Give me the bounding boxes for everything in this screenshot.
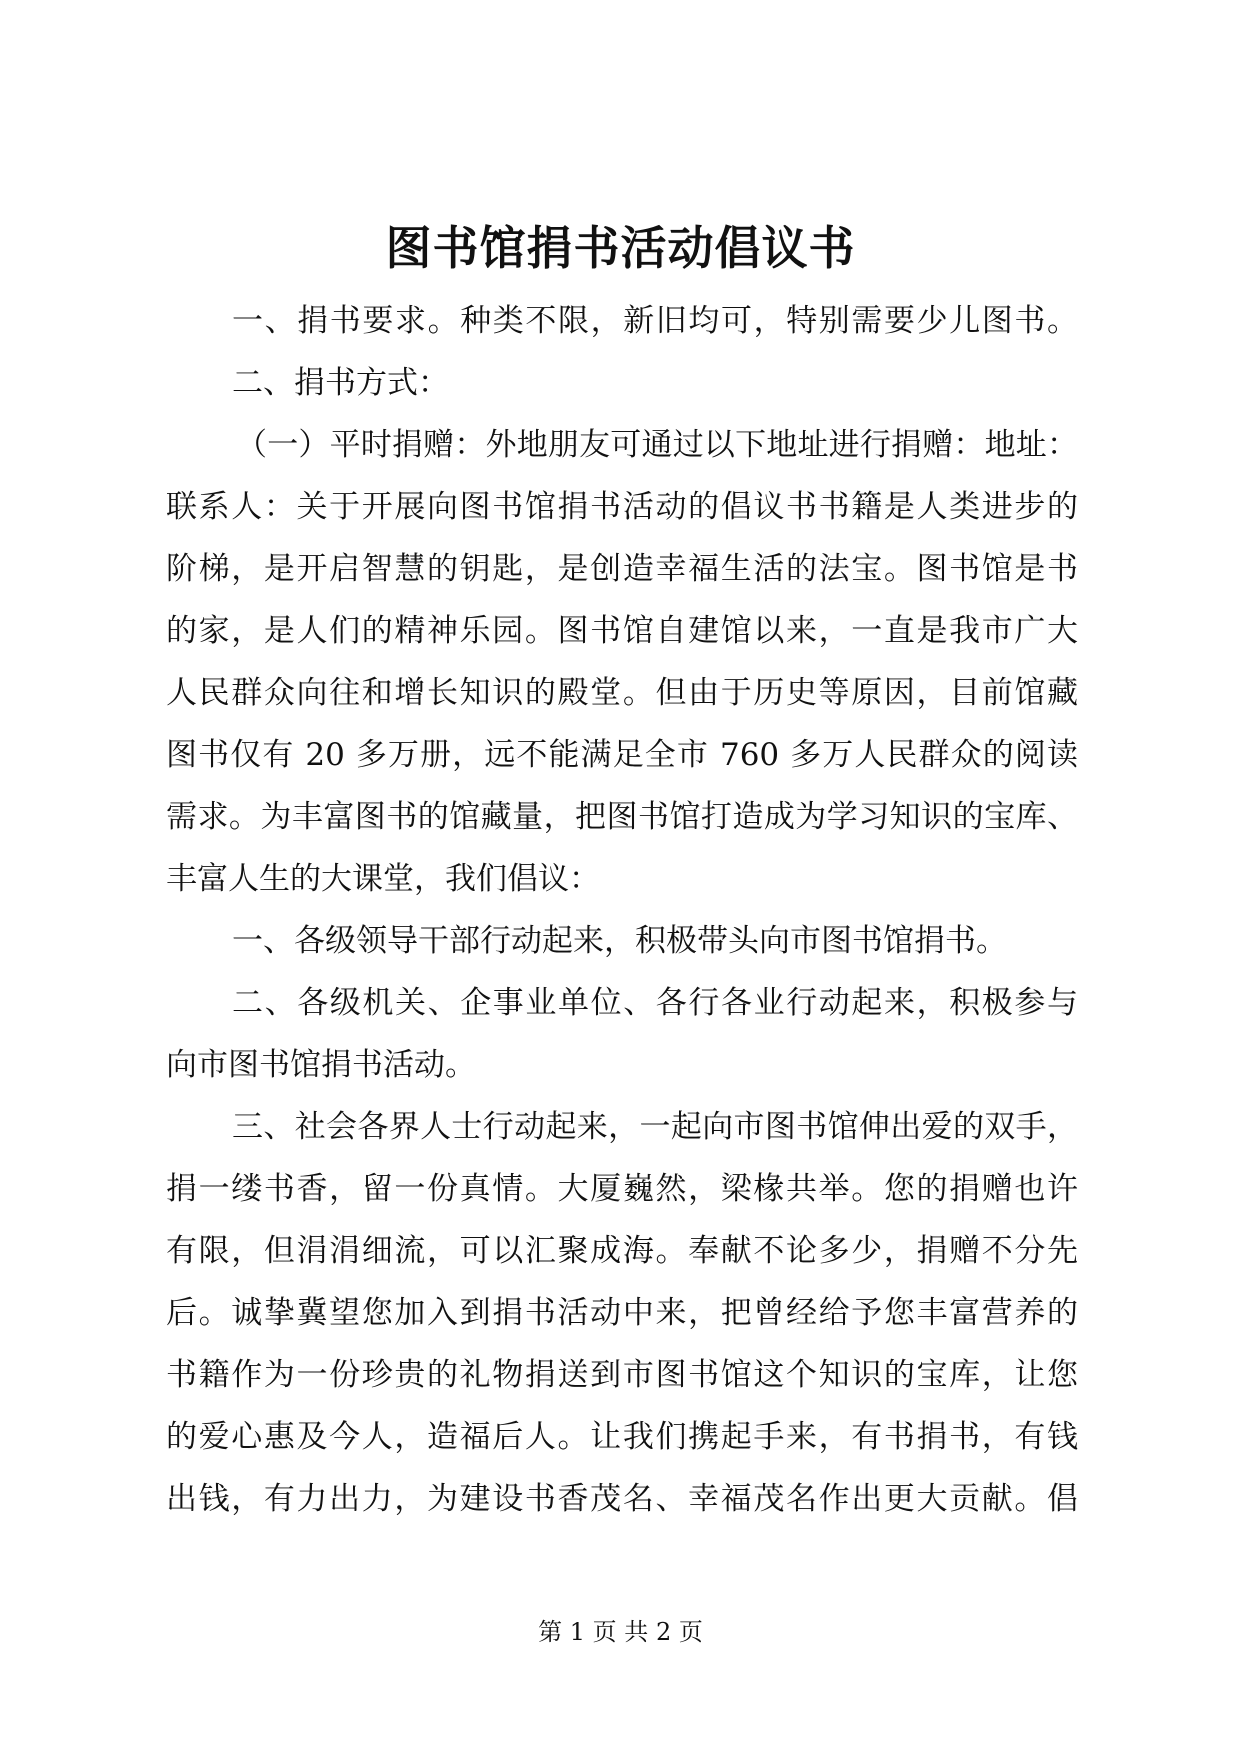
- body-line: 阶梯，是开启智慧的钥匙，是创造幸福生活的法宝。图书馆是书: [166, 551, 1078, 587]
- body-line: 需求。为丰富图书的馆藏量，把图书馆打造成为学习知识的宝库、: [166, 799, 1078, 835]
- body-line: 的爱心惠及今人，造福后人。让我们携起手来，有书捐书，有钱: [166, 1419, 1078, 1455]
- body-line: 联系人：关于开展向图书馆捐书活动的倡议书书籍是人类进步的: [166, 489, 1078, 525]
- body-line: 捐一缕书香，留一份真情。大厦巍然，梁椽共举。您的捐赠也许: [166, 1171, 1078, 1207]
- body-line: 后。诚挚冀望您加入到捐书活动中来，把曾经给予您丰富营养的: [166, 1295, 1078, 1331]
- body-line: 有限，但涓涓细流，可以汇聚成海。奉献不论多少，捐赠不分先: [166, 1233, 1078, 1269]
- document-title: 图书馆捐书活动倡议书: [385, 221, 856, 275]
- body-line: 二、捐书方式：: [232, 365, 449, 401]
- body-line: 向市图书馆捐书活动。: [166, 1047, 476, 1083]
- body-line: 书籍作为一份珍贵的礼物捐送到市图书馆这个知识的宝库，让您: [166, 1357, 1078, 1393]
- body-line: 出钱，有力出力，为建设书香茂名、幸福茂名作出更大贡献。倡: [166, 1481, 1078, 1517]
- body-line: 一、各级领导干部行动起来，积极带头向市图书馆捐书。: [232, 923, 1007, 959]
- document-body: [166, 290, 1078, 1530]
- body-line: 人民群众向往和增长知识的殿堂。但由于历史等原因，目前馆藏: [166, 675, 1078, 711]
- body-line: 二、各级机关、企事业单位、各行各业行动起来，积极参与: [232, 985, 1078, 1021]
- page-footer: 第 1 页 共 2 页: [538, 1618, 703, 1646]
- body-line: 一、捐书要求。种类不限，新旧均可，特别需要少儿图书。: [232, 303, 1078, 339]
- body-line: 的家，是人们的精神乐园。图书馆自建馆以来，一直是我市广大: [166, 613, 1078, 649]
- body-line: 丰富人生的大课堂，我们倡议：: [166, 861, 600, 897]
- body-line: （一）平时捐赠：外地朋友可通过以下地址进行捐赠：地址：: [236, 427, 1078, 463]
- body-line: 图书仅有 20 多万册，远不能满足全市 760 多万人民群众的阅读: [166, 737, 1078, 773]
- body-line: 三、社会各界人士行动起来，一起向市图书馆伸出爱的双手，: [232, 1109, 1078, 1145]
